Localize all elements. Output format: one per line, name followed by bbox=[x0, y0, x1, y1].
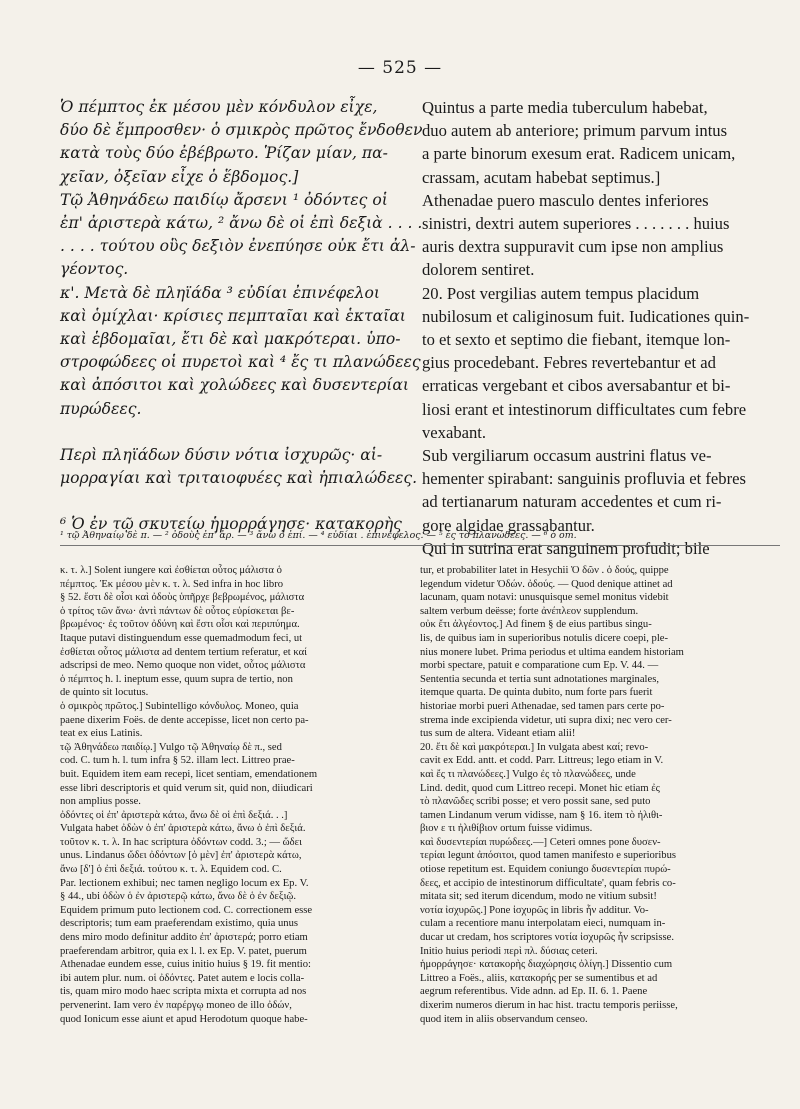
note-line: ibi autem plur. num. οἱ ὀδόντες. Patet autem e locis colla- bbox=[60, 972, 305, 984]
latin-line: erraticas vergebant et cibos aversabantur et bi- bbox=[422, 376, 731, 396]
note-line: ὁ σμικρὸς πρῶτος.] Subintelligo κόνδυλος. Moneo, quia bbox=[60, 700, 299, 712]
note-line: culam a recentiore manu interpolatam eieci, numquam in- bbox=[420, 918, 666, 930]
note-line: tis, quam miro modo haec scripta mixta et corrupta ad nos bbox=[60, 986, 307, 998]
note-line: οὐκ ἔτι ἀλγέοντος.] Ad finem § de eius partibus singu- bbox=[420, 619, 652, 631]
notes-left-column bbox=[60, 564, 408, 1026]
note-line: adscripsi de meo. Nemo quoque non videt, οὗτος μάλιστα bbox=[60, 660, 306, 672]
latin-line: auris dextra suppuravit cum ipse non amplius bbox=[422, 237, 724, 257]
note-line: Sententia secunda et tertia sunt adnotationes marginales, bbox=[420, 673, 659, 685]
greek-spacer bbox=[60, 490, 410, 513]
latin-line: gius procedebant. Febres revertebantur et ad bbox=[422, 353, 716, 373]
greek-line: δύο δὲ ἔμπροσθεν· ὁ σμικρὸς πρῶτος ἔνδοθεν bbox=[60, 121, 423, 140]
note-line: non amplius posse. bbox=[60, 796, 141, 808]
greek-line: καὶ ἑβδομαῖαι, ἔτι δὲ καὶ μακρότεραι. ὑπο- bbox=[60, 330, 401, 349]
note-line: buit. Equidem item eam recepi, licet sentiam, emendationem bbox=[60, 768, 318, 780]
note-line: τὸ πλανῶδες scribi posse; et vero possit sane, sed puto bbox=[420, 796, 651, 808]
latin-line: sinistri, dextri autem superiores . . . . . . . huius bbox=[422, 214, 730, 234]
note-line: ducar ut credam, hos scriptores νοτία ἰσχυρῶς ἦν scripsisse. bbox=[420, 932, 674, 944]
latin-line: dolorem sentiret. bbox=[422, 260, 535, 280]
note-line: aegrum referentibus. Vide adnn. ad Ep. II. 6. 1. Paene bbox=[420, 986, 648, 998]
note-line: 20. ἔτι δὲ καὶ μακρότεραι.] In vulgata abest καί; revo- bbox=[420, 741, 649, 753]
note-line: ἡμορράγησε· κατακορὴς διαχώρησις ὀλίγη.] Dissentio cum bbox=[420, 959, 673, 971]
note-line: de quinto sit locutus. bbox=[60, 687, 149, 699]
note-line: δεες, et accipio de intestinorum difficultate', quam febris co- bbox=[420, 877, 676, 889]
greek-line: καὶ ὁμίχλαι· κρίσιες πεμπταῖαι καὶ ἑκταῖαι bbox=[60, 306, 406, 325]
note-line: paene dixerim Foës. de dente accepisse, licet non certo pa- bbox=[60, 714, 309, 726]
note-line: lis, de quibus iam in superioribus notulis dicere coepi, ple- bbox=[420, 632, 669, 644]
note-line: descriptoris; tum eam praeferendam existimo, quia unus bbox=[60, 918, 298, 930]
note-line: καὶ δυσεντερίαι πυρώδεες.—] Ceteri omnes pone δυσεν- bbox=[420, 836, 661, 848]
greek-line: Τῷ Ἀθηνάδεω παιδίῳ ἄρσενι ¹ ὀδόντες οἱ bbox=[60, 190, 388, 209]
note-line: τερίαι legunt ἀπόσιτοι, quod tamen manifesto e superioribus bbox=[420, 850, 676, 862]
greek-line: γέοντος. bbox=[60, 260, 129, 279]
note-line: § 52. ἔστι δὲ οἷσι καὶ ὀδοὺς ὑπῆρχε βεβρωμένος, μάλιστα bbox=[60, 592, 305, 604]
latin-line: crassam, acutam habebat septimus.] bbox=[422, 167, 661, 187]
note-line: ὀδόντες οἱ ἐπ' ἀριστερὰ κάτω, ἄνω δὲ οἱ ἐπὶ δεξιά. . .] bbox=[60, 809, 288, 821]
note-line: cavit ex Edd. antt. et codd. Parr. Littreus; lego etiam in V. bbox=[420, 755, 664, 767]
note-line: praeferendam arbitror, quia ex l. l. ex Ep. V. patet, puerum bbox=[60, 945, 307, 957]
note-line: legendum videtur Ὀδών. ὀδούς. — Quod denique attinet ad bbox=[420, 578, 673, 590]
latin-line: nubilosum et caliginosum fuit. Iudicationes quin- bbox=[422, 306, 750, 326]
greek-line: στροφώδεες οἱ πυρετοὶ καὶ ⁴ ἔς τι πλανώδεες bbox=[60, 353, 421, 372]
note-line: Vulgata habet ὀδὼν ὁ ἐπ' ἀριστερὰ κάτω, ἄνω ὁ ἐπὶ δεξιά. bbox=[60, 823, 306, 835]
latin-line: ad tertianarum naturam accedentes et cum ri- bbox=[422, 492, 722, 512]
latin-line: gore algidae grassabantur. bbox=[422, 515, 595, 535]
note-line: lacunam, quam notavi: unusquisque semel monitus videbit bbox=[420, 592, 669, 604]
latin-line: Quintus a parte media tuberculum habebat, bbox=[422, 98, 708, 117]
note-line: unus. Lindanus ὤδει ὀδόντων [ὁ μὲν] ἐπ' ἀριστερὰ κάτω, bbox=[60, 850, 302, 862]
greek-line: μορραγίαι καὶ τριταιοφυέες καὶ ἠπιαλώδεες. bbox=[60, 469, 418, 488]
greek-line: κ'. Μετὰ δὲ πληϊάδα ³ εὐδίαι ἐπινέφελοι bbox=[60, 283, 380, 302]
note-line: § 44., ubi ὀδὼν ὁ ἐν ἀριστερῷ κάτω, ἄνω δὲ ὁ ἐν δεξιῷ. bbox=[60, 891, 297, 903]
note-line: mitata sit; sed iterum dicendum, modo ne vitium subsit! bbox=[420, 891, 657, 903]
note-line: βιον ε τι ἠλιθίβιον ortum fuisse vidimus. bbox=[420, 823, 593, 835]
note-line: Athenadae eundem esse, cuius initio huius § 19. fit mentio: bbox=[60, 959, 311, 971]
greek-line: καὶ ἀπόσιτοι καὶ χολώδεες καὶ δυσεντερίαι bbox=[60, 376, 410, 395]
latin-line: duo autem ab anteriore; primum parvum intus bbox=[422, 121, 728, 141]
note-line: otiose repetitum est. Equidem coniungo δυσεντερίαι πυρώ- bbox=[420, 864, 671, 876]
note-line: Itaque putavi distinguendum esse quemadmodum feci, ut bbox=[60, 632, 303, 644]
notes-right-column bbox=[420, 564, 782, 1026]
note-line: teat ex eius Latinis. bbox=[60, 728, 143, 740]
latin-line: Sub vergiliarum occasum austrini flatus ve- bbox=[422, 446, 712, 466]
note-line: ὁ τρίτος τῶν ἄνω· ἀντὶ πάντων δὲ οὗτος εὑρίσκεται βε- bbox=[60, 605, 295, 617]
greek-text-column bbox=[60, 96, 423, 536]
note-line: Equidem primum puto lectionem cod. C. correctionem esse bbox=[60, 904, 313, 916]
latin-line: Athenadae puero masculo dentes inferiores bbox=[422, 190, 709, 210]
greek-line: ⁶ Ὁ ἐν τῷ σκυτείῳ ἡμορράγησε· κατακορὴς bbox=[60, 515, 402, 534]
latin-line: to et sexto et septimo die fiebant, itemque lon- bbox=[422, 330, 731, 350]
note-line: saltem verbum deësse; forte ἀνέπλεον supplendum. bbox=[420, 605, 639, 617]
greek-line: κατὰ τοὺς δύο ἐβέβρωτο. Ῥίζαν μίαν, πα- bbox=[60, 144, 388, 163]
greek-line: πυρώδεες. bbox=[60, 399, 142, 418]
note-line: quod Ionicum esse aiunt et apud Herodotum quoque habe- bbox=[60, 1013, 308, 1025]
page-number: — 525 — bbox=[357, 58, 443, 78]
greek-line: Περὶ πληϊάδων δύσιν νότια ἰσχυρῶς· αἱ- bbox=[60, 445, 383, 464]
note-line: dens miro modo definitur addito ἐπ' ἀριστερά; porro etiam bbox=[60, 932, 308, 944]
note-line: ἄνω [δ'] ὁ ἐπὶ δεξιά. τούτου κ. τ. λ. Equidem cod. C. bbox=[60, 864, 282, 876]
note-line: τοῦτον κ. τ. λ. In hac scriptura ὀδόντων codd. 3.; — ὥδει bbox=[60, 836, 302, 848]
note-line: pervenerint. Iam vero ἐν παρέργῳ moneo de illo ὀδών, bbox=[60, 1000, 292, 1011]
note-line: itemque quarta. De quinta dubito, num forte pars fuerit bbox=[420, 687, 653, 699]
latin-line: Qui in sutrina erat sanguinem profudit; bile bbox=[422, 538, 710, 558]
critical-apparatus: ¹ τῷ Ἀθηναίῳ δὲ π. — ² ὀδοὺς ἐπ' ἀρ. — ³ ἄνω ὁ ἐπί. — ⁴ εὐδίαι . ἐπινέφελος. — ⁵ ἐς τὸ πλανώδεες. — ⁶ ὁ om. bbox=[60, 530, 780, 546]
note-line: νοτία ἰσχυρῶς.] Pone ἰσχυρῶς in libris ἦν additur. Vo- bbox=[420, 904, 649, 916]
greek-line: χεῖαν, ὀξεῖαν εἶχε ὁ ἕβδομος.] bbox=[60, 167, 299, 186]
note-line: tamen Lindanum verum vidisse, nam § 16. item τὸ ἠλιθι- bbox=[420, 809, 663, 821]
latin-line: vexabant. bbox=[422, 422, 487, 442]
greek-line: ἐπ' ἀριστερὰ κάτω, ² ἄνω δὲ οἱ ἐπὶ δεξιὰ . . . . bbox=[60, 214, 423, 233]
note-line: κ. τ. λ.] Solent iungere καὶ ἐσθίεται οὗτος μάλιστα ὁ bbox=[60, 565, 282, 576]
note-line: καὶ ἔς τι πλανώδεες.] Vulgo ἐς τὸ πλανώδεες, unde bbox=[420, 768, 636, 780]
note-line: strema inde excipienda videtur, uti supra dixi; nec vero cer- bbox=[420, 714, 672, 726]
note-line: morbi spectare, patuit e comparatione cum Ep. V. 44. — bbox=[420, 660, 659, 672]
note-line: Initio huius periodi περὶ πλ. δύσιας ceteri. bbox=[420, 945, 598, 957]
note-line: ὁ πέμπτος h. l. ineptum esse, quum supra de tertio, non bbox=[60, 673, 293, 685]
note-line: πέμπτος. Ἐκ μέσου μὲν κ. τ. λ. Sed infra in hoc libro bbox=[60, 578, 284, 590]
latin-line: 20. Post vergilias autem tempus placidum bbox=[422, 283, 700, 303]
note-line: historiae morbi pueri Athenadae, sed tamen pars certe po- bbox=[420, 700, 665, 712]
latin-line: liosi erant et intestinorum difficultates cum febre bbox=[422, 399, 747, 419]
note-line: Par. lectionem exhibui; nec tamen negligo locum ex Ep. V. bbox=[60, 877, 309, 889]
note-line: τῷ Ἀθηνάδεω παιδίῳ.] Vulgo τῷ Ἀθηναίῳ δὲ π., sed bbox=[60, 741, 282, 753]
greek-spacer bbox=[60, 421, 410, 444]
note-line: dixerim numeros dierum in hac hist. tractu temporis periisse, bbox=[420, 1000, 678, 1011]
note-line: Littreo a Foës., aliis, κατακορής per se sumentibus et ad bbox=[420, 972, 658, 984]
note-line: βρωμένος· ἐς τοῦτον ὀδύνη καὶ ἔστι οἷσι καὶ περιπύημα. bbox=[60, 619, 300, 631]
greek-line: . . . . τούτου οὓς δεξιὸν ἐνεπύησε οὐκ ἔτι ἀλ- bbox=[60, 237, 416, 256]
greek-line: Ὁ πέμπτος ἐκ μέσου μὲν κόνδυλον εἶχε, bbox=[60, 98, 378, 116]
latin-line: hementer spirabant: sanguinis profluvia et febres bbox=[422, 469, 746, 489]
latin-line: a parte binorum exesum erat. Radicem unicam, bbox=[422, 144, 736, 164]
note-line: quod item in aliis observandum censeo. bbox=[420, 1013, 588, 1025]
note-line: nius monere lubet. Prima periodus et ultima eandem historiam bbox=[420, 646, 684, 658]
note-line: ἐσθίεται οὗτος μάλιστα ad dentem tertium referatur, et καί bbox=[60, 646, 308, 658]
latin-text-column bbox=[422, 96, 784, 560]
note-line: tus sum de altera. Videant etiam alii! bbox=[420, 728, 576, 740]
note-line: tur, et probabiliter latet in Hesychii Ὁ δῶν . ὁ δούς, quippe bbox=[420, 565, 669, 576]
note-line: Lind. dedit, quod cum Littreo recepi. Monet hic etiam ἐς bbox=[420, 782, 660, 794]
note-line: cod. C. tum h. l. tum infra § 52. illam lect. Littreo prae- bbox=[60, 755, 295, 767]
note-line: esse libri descriptoris et quid verum sit, quid non, diiudicari bbox=[60, 782, 313, 794]
